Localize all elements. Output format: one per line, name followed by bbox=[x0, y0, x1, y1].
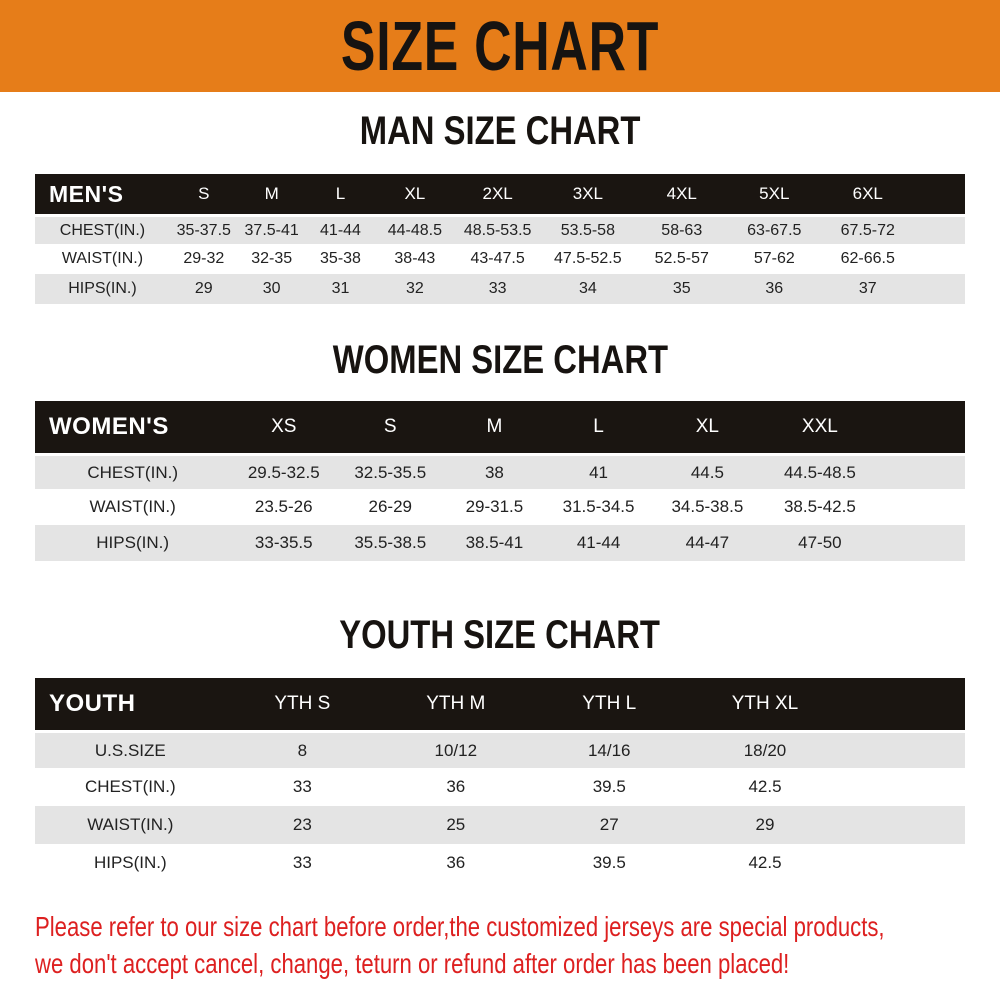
table-cell: 33 bbox=[226, 768, 379, 806]
table-cell: 29 bbox=[686, 806, 844, 844]
column-header: XS bbox=[230, 401, 337, 453]
men-header-row bbox=[35, 174, 965, 214]
table-cell: 38.5-41 bbox=[443, 525, 545, 561]
youth-header-label: YOUTH bbox=[35, 678, 226, 730]
table-cell: 44.5 bbox=[652, 453, 764, 489]
table-cell: 31 bbox=[306, 274, 376, 304]
filler-cell bbox=[877, 401, 965, 453]
filler-cell bbox=[844, 844, 965, 882]
table-cell: 39.5 bbox=[533, 768, 686, 806]
table-cell: 26-29 bbox=[337, 489, 443, 525]
table-row bbox=[35, 453, 965, 489]
table-cell: 33-35.5 bbox=[230, 525, 337, 561]
column-header: 4XL bbox=[635, 174, 729, 214]
table-cell: 32.5-35.5 bbox=[337, 453, 443, 489]
table-cell: 23.5-26 bbox=[230, 489, 337, 525]
table-row bbox=[35, 844, 965, 882]
table-cell: 63-67.5 bbox=[729, 214, 820, 244]
table-cell: 48.5-53.5 bbox=[454, 214, 540, 244]
column-header: YTH S bbox=[226, 678, 379, 730]
table-row bbox=[35, 489, 965, 525]
table-cell: 37 bbox=[820, 274, 916, 304]
table-row bbox=[35, 274, 965, 304]
row-label: U.S.SIZE bbox=[35, 730, 226, 768]
man-section-heading-wrap bbox=[0, 109, 1000, 154]
table-cell: 29-32 bbox=[170, 244, 238, 274]
table-cell: 38.5-42.5 bbox=[763, 489, 876, 525]
table-cell: 44-47 bbox=[652, 525, 764, 561]
table-cell: 38-43 bbox=[375, 244, 454, 274]
table-cell: 67.5-72 bbox=[820, 214, 916, 244]
table-cell: 57-62 bbox=[729, 244, 820, 274]
table-cell: 35-38 bbox=[306, 244, 376, 274]
youth-header-row bbox=[35, 678, 965, 730]
filler-cell bbox=[916, 214, 965, 244]
table-cell: 47-50 bbox=[763, 525, 876, 561]
table-row bbox=[35, 525, 965, 561]
table-row bbox=[35, 244, 965, 274]
youth-section-heading-wrap bbox=[0, 613, 1000, 658]
table-row bbox=[35, 768, 965, 806]
column-header: 5XL bbox=[729, 174, 820, 214]
row-label: CHEST(IN.) bbox=[35, 453, 230, 489]
filler-cell bbox=[877, 525, 965, 561]
filler-cell bbox=[844, 768, 965, 806]
row-label: HIPS(IN.) bbox=[35, 274, 170, 304]
table-cell: 42.5 bbox=[686, 768, 844, 806]
table-cell: 43-47.5 bbox=[454, 244, 540, 274]
women-size-table bbox=[35, 401, 965, 561]
column-header: L bbox=[306, 174, 376, 214]
women-header-label: WOMEN'S bbox=[35, 401, 230, 453]
man-section-heading: MAN SIZE CHART bbox=[359, 109, 641, 153]
column-header: 6XL bbox=[820, 174, 916, 214]
table-cell: 41-44 bbox=[306, 214, 376, 244]
youth-size-table bbox=[35, 678, 965, 882]
table-cell: 36 bbox=[729, 274, 820, 304]
table-cell: 33 bbox=[226, 844, 379, 882]
column-header: XL bbox=[652, 401, 764, 453]
table-cell: 35-37.5 bbox=[170, 214, 238, 244]
row-label: CHEST(IN.) bbox=[35, 214, 170, 244]
table-cell: 44-48.5 bbox=[375, 214, 454, 244]
table-cell: 36 bbox=[379, 768, 532, 806]
filler-cell bbox=[877, 453, 965, 489]
table-cell: 32-35 bbox=[238, 244, 306, 274]
column-header: YTH L bbox=[533, 678, 686, 730]
table-row bbox=[35, 214, 965, 244]
table-cell: 52.5-57 bbox=[635, 244, 729, 274]
filler-cell bbox=[916, 274, 965, 304]
table-cell: 35 bbox=[635, 274, 729, 304]
men-size-table bbox=[35, 174, 965, 304]
row-label: HIPS(IN.) bbox=[35, 844, 226, 882]
table-cell: 27 bbox=[533, 806, 686, 844]
column-header: 2XL bbox=[454, 174, 540, 214]
column-header: XL bbox=[375, 174, 454, 214]
table-cell: 23 bbox=[226, 806, 379, 844]
row-label: HIPS(IN.) bbox=[35, 525, 230, 561]
table-cell: 39.5 bbox=[533, 844, 686, 882]
disclaimer-text bbox=[0, 908, 1000, 982]
filler-cell bbox=[877, 489, 965, 525]
row-label: CHEST(IN.) bbox=[35, 768, 226, 806]
column-header: M bbox=[238, 174, 306, 214]
filler-cell bbox=[916, 244, 965, 274]
women-header-row bbox=[35, 401, 965, 453]
table-cell: 35.5-38.5 bbox=[337, 525, 443, 561]
table-cell: 41 bbox=[546, 453, 652, 489]
row-label: WAIST(IN.) bbox=[35, 806, 226, 844]
women-section-heading: WOMEN SIZE CHART bbox=[332, 338, 668, 382]
table-cell: 34.5-38.5 bbox=[652, 489, 764, 525]
column-header: L bbox=[546, 401, 652, 453]
table-cell: 29-31.5 bbox=[443, 489, 545, 525]
table-cell: 41-44 bbox=[546, 525, 652, 561]
column-header: S bbox=[337, 401, 443, 453]
table-row bbox=[35, 806, 965, 844]
table-cell: 14/16 bbox=[533, 730, 686, 768]
table-cell: 42.5 bbox=[686, 844, 844, 882]
table-cell: 30 bbox=[238, 274, 306, 304]
size-chart-banner bbox=[0, 0, 1000, 92]
table-cell: 32 bbox=[375, 274, 454, 304]
column-header: YTH M bbox=[379, 678, 532, 730]
table-cell: 58-63 bbox=[635, 214, 729, 244]
table-cell: 36 bbox=[379, 844, 532, 882]
table-cell: 25 bbox=[379, 806, 532, 844]
table-cell: 29 bbox=[170, 274, 238, 304]
column-header: XXL bbox=[763, 401, 876, 453]
table-cell: 53.5-58 bbox=[541, 214, 635, 244]
table-cell: 8 bbox=[226, 730, 379, 768]
table-cell: 37.5-41 bbox=[238, 214, 306, 244]
row-label: WAIST(IN.) bbox=[35, 244, 170, 274]
table-cell: 10/12 bbox=[379, 730, 532, 768]
table-cell: 62-66.5 bbox=[820, 244, 916, 274]
filler-cell bbox=[844, 678, 965, 730]
disclaimer-line-1: Please refer to our size chart before order,the customized jerseys are special products, bbox=[35, 911, 885, 942]
table-cell: 34 bbox=[541, 274, 635, 304]
table-row bbox=[35, 730, 965, 768]
column-header: YTH XL bbox=[686, 678, 844, 730]
filler-cell bbox=[844, 806, 965, 844]
page-title: SIZE CHART bbox=[340, 7, 660, 85]
men-header-label: MEN'S bbox=[35, 174, 170, 214]
column-header: S bbox=[170, 174, 238, 214]
filler-cell bbox=[844, 730, 965, 768]
table-cell: 47.5-52.5 bbox=[541, 244, 635, 274]
table-cell: 31.5-34.5 bbox=[546, 489, 652, 525]
youth-section-heading: YOUTH SIZE CHART bbox=[339, 613, 661, 657]
table-cell: 44.5-48.5 bbox=[763, 453, 876, 489]
row-label: WAIST(IN.) bbox=[35, 489, 230, 525]
table-cell: 29.5-32.5 bbox=[230, 453, 337, 489]
table-cell: 18/20 bbox=[686, 730, 844, 768]
disclaimer-line-2: we don't accept cancel, change, teturn or refund after order has been placed! bbox=[35, 948, 790, 979]
column-header: 3XL bbox=[541, 174, 635, 214]
filler-cell bbox=[916, 174, 965, 214]
table-cell: 33 bbox=[454, 274, 540, 304]
women-section-heading-wrap bbox=[0, 338, 1000, 383]
table-cell: 38 bbox=[443, 453, 545, 489]
column-header: M bbox=[443, 401, 545, 453]
